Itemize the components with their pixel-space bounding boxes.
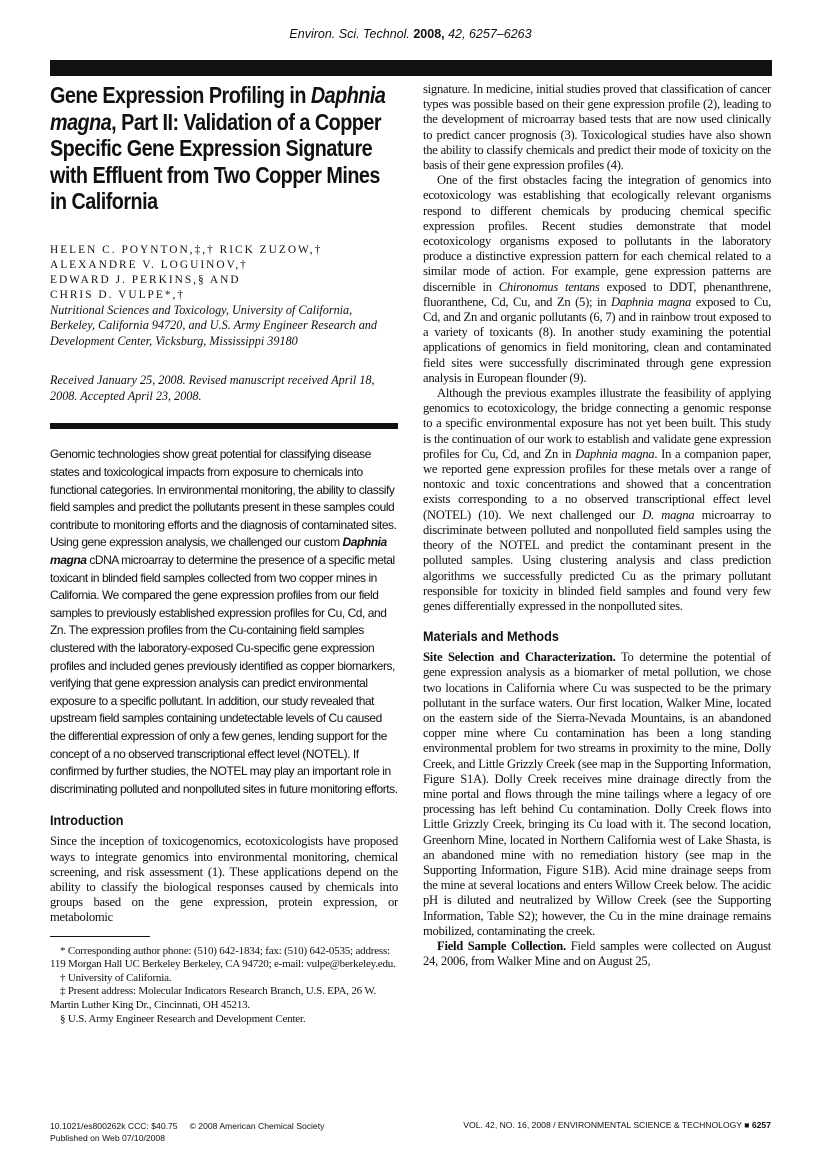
methods-heading: Materials and Methods — [423, 628, 559, 645]
abstract-rule — [50, 423, 398, 429]
run-in-heading: Field Sample Collection. — [437, 938, 566, 953]
right-body — [423, 82, 771, 614]
methods-body — [423, 650, 771, 969]
introduction-heading: Introduction — [50, 812, 124, 829]
text-span: microarray to discriminate between polluted and nonpolluted field samples using the theory of the NOTEL and predict the contaminant present in the polluted samples. Using clustering analysis and class prediction algorithms we successfully predicted Cu as the primary pollutant responsible for toxicity in blinded field samples and found very few genes differentially expressed in the nonpolluted sites. — [423, 507, 771, 613]
author-line: EDWARD J. PERKINS,§ AND — [50, 273, 241, 286]
species-name: D. magna — [642, 507, 695, 522]
text-span: exposed to Cu, Cd, and Zn and organic pollutants (6, 7) and in rainbow trout exposed to a variety of toxicants (8). In another study examining the potential applications of genomics in field monitoring, clean and contaminated field sites were successfully discriminated through gene expression analysis in European flounder (9). — [423, 294, 772, 385]
received-dates: Received January 25, 2008. Revised manuscript received April 18, 2008. Accepted April 23, 2008. — [50, 373, 375, 403]
title-species: Daphnia magna — [50, 82, 386, 135]
doi: 10.1021/es800262k CCC: $40.75 — [50, 1121, 178, 1131]
paragraph-signature: signature. In medicine, initial studies proved that classification of cancer types was possible based on their gene expression profile (2), leading to the development of microarray based tests that are now used clinically to predict cancer prognosis (3). Toxicological studies have also shown the ability to classify chemicals and predict their mode of toxicity on the basis of their gene expression profiles (4). — [423, 82, 771, 173]
author-line: ALEXANDRE V. LOGUINOV,† — [50, 258, 248, 271]
footnote: * Corresponding author phone: (510) 642-1834; fax: (510) 642-0535; address: 119 Morgan Hall UC Berkeley Berkeley, CA 94720; e-mail: vulpe@berkeley.edu. — [50, 944, 396, 971]
paragraph-obstacles — [423, 173, 771, 386]
top-rule-bar — [50, 60, 772, 76]
text-span: One of the first obstacles facing the integration of genomics into ecotoxicology was establishing that ecologically relevant organisms respond to different chemicals by producing chemical specific expression profiles. Recent studies demonstrate that model ecotoxicology organisms exposed to pollutants in the laboratory produce a distinctive expression pattern for each chemical related to a similar mode of action. For example, gene expression patterns are discernible in — [423, 173, 771, 294]
footer-right — [463, 1120, 771, 1130]
introduction-paragraph: Since the inception of toxicogenomics, ecotoxicologists have proposed ways to integrate genomics into environmental monitoring, chemical screening, and risk assessment (1). These applications depend on the ability to classify the biological responses caused by chemicals into groups based on the gene expression, protein expression, or metabolomic — [50, 834, 398, 925]
footnote-rule — [50, 936, 150, 937]
introduction-text — [50, 834, 398, 925]
paragraph-feasibility — [423, 386, 771, 614]
right-column — [423, 82, 771, 969]
title-part-2: , Part II: Validation of a Copper Specific Gene Expression Signature with Effluent from Two Copper Mines in California — [50, 108, 382, 214]
article-title — [50, 82, 398, 215]
left-column — [50, 82, 398, 1026]
published-date: Published on Web 07/10/2008 — [50, 1133, 165, 1143]
page-number: 6257 — [751, 1120, 771, 1130]
footnote: † University of California. — [60, 971, 172, 984]
abstract-species: Daphnia magna — [50, 535, 387, 568]
run-in-heading: Site Selection and Characterization. — [423, 650, 616, 665]
footer-left — [50, 1120, 336, 1144]
author-line: HELEN C. POYNTON,‡,† RICK ZUZOW,† — [50, 243, 323, 256]
species-name: Daphnia magna — [610, 294, 692, 309]
footnote: § U.S. Army Engineer Research and Development Center. — [60, 1012, 306, 1025]
text-span: Although the previous examples illustrate the feasibility of applying genomics to ecotoxicology, the bridge connecting a genomic response to a specific environmental exposure has not yet been built. This study is the continuation of our work to establish and validate gene expression profiles for Cu, Cd, and Zn in — [423, 386, 771, 461]
bullet-icon: ■ — [744, 1120, 750, 1130]
footnote: ‡ Present address: Molecular Indicators Research Branch, U.S. EPA, 26 W. Martin Luther King Dr., Cincinnati, OH 45213. — [50, 985, 377, 1011]
species-name: Daphnia magna — [575, 446, 655, 461]
running-header — [0, 27, 821, 41]
paragraph-field-sample — [423, 939, 771, 969]
abstract — [50, 446, 398, 798]
text-span: Field samples were collected on August 24, 2006, from Walker Mine and on August 25, — [423, 938, 771, 969]
copyright: © 2008 American Chemical Society — [189, 1121, 325, 1131]
journal-year: 2008, — [413, 27, 445, 41]
text-span: To determine the potential of gene expression analysis as a biomarker of metal pollution, we chose two locations in California where Cu was suspected to be the primary pollutant in the surface waters. Our first location, Walker Mine, located on the eastern side of the Sierra-Nevada Mountains, is an abandoned copper mine where Cu contamination has been a long standing environmental problem for two streams in proximity to the mine, Dolly Creek, and Little Grizzly Creek (see map in the Supporting Information, Figure S1A). Dolly Creek receives mine drainage directly from the mine portal and flows through the mine tailings where a legacy of ore processing has left behind Cu contamination. Dolly Creek flows into Little Grizzly Creek, bringing its Cu load with it. The second location, Greenhorn Mine, located in Northern California west of Lake Shasta, is an abandoned mine with no remediation history (see map in the Supporting Information, Figure S1B). Acid mine drainage seeps from the mine at several locations and enters Willow Creek below. The acidic pH is diluted and neutralized by Willow Creek (see the Supporting Information, Table S2); however, the Cu in the mine drainage remains mobilized, contaminating the creek. — [423, 650, 771, 938]
journal-volume: 42, — [448, 27, 466, 41]
abstract-text-1: Genomic technologies show great potential for classifying disease states and toxicological impacts from exposure to chemicals into functional categories. In environmental monitoring, the ability to classify field samples and predict the pollutants present in these samples could contribute to monitoring efforts and the diagnosis of contaminated sites. Using gene expression analysis, we challenged our custom — [50, 447, 397, 550]
footnotes — [50, 945, 398, 1027]
author-line: CHRIS D. VULPE*,† — [50, 288, 186, 301]
species-name: Chironomus tentans — [498, 279, 600, 294]
affiliation: Nutritional Sciences and Toxicology, University of California, Berkeley, California 94720, and U.S. Army Engineer Research and Development Center, Vicksburg, Mississippi 39180 — [50, 302, 377, 348]
text-span: exposed to DDT, phenanthrene, fluoranthene, Cd, Cu, and Zn (5); in — [423, 279, 771, 309]
abstract-text-2: cDNA microarray to determine the presence of a specific metal toxicant in blinded field samples collected from two copper mines in California. We compared the gene expression profiles from our field samples to previously established expression profiles for Cu, Cd, and Zn. The expression profiles from the Cu-containing field samples clustered with the laboratory-exposed Cu-specific gene expression profiles and included genes previously identified as copper biomarkers, verifying that gene expression analysis can predict environmental exposure to a specific pollutant. In addition, our study revealed that upstream field samples containing undetectable levels of Cu caused the differential expression of only a few genes, lending support for the concept of a no observed transcriptional effect level (NOTEL). If confirmed by further studies, the NOTEL may play an important role in discriminating polluted and nonpolluted sites in future monitoring efforts. — [50, 553, 398, 796]
journal-info: VOL. 42, NO. 16, 2008 / ENVIRONMENTAL SCIENCE & TECHNOLOGY — [463, 1120, 742, 1130]
journal-name: Environ. Sci. Technol. — [289, 27, 410, 41]
paragraph-site-selection — [423, 650, 771, 939]
journal-pages: 6257–6263 — [468, 27, 532, 41]
title-part-1: Gene Expression Profiling in — [50, 82, 311, 108]
author-list — [50, 243, 398, 303]
text-span: . In a companion paper, we reported gene expression profiles for these metals over a range of nontoxic and toxic concentrations and showed that a concentration exists corresponding to a no observed transcriptional effect level (NOTEL) (10). We next challenged our — [423, 446, 771, 522]
